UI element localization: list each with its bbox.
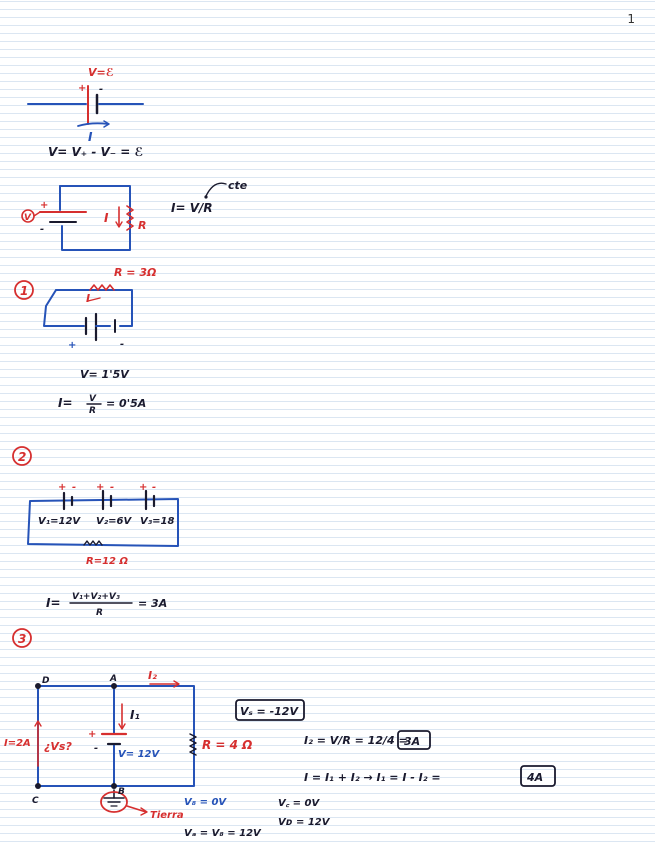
- i2-result: 3A: [404, 735, 421, 748]
- vd-value: Vᴅ = 12V: [278, 817, 330, 828]
- va-value: Vₐ = V₈ = 12V: [184, 828, 261, 839]
- current-label: I: [88, 130, 93, 144]
- problem1-eq-result: = 0'5A: [106, 397, 147, 410]
- load-resistance: R = 4 Ω: [202, 738, 253, 752]
- problem3-circuit: [13, 629, 555, 815]
- i1-result: 4A: [527, 771, 544, 784]
- vs-question: ¿Vs?: [44, 740, 72, 753]
- resistor-label: R: [138, 219, 147, 232]
- node-b: B: [118, 787, 125, 797]
- problem1-eq-den: R: [89, 406, 96, 416]
- i2-equation: I₂ = V/R = 12/4 =: [304, 734, 408, 747]
- voltmeter-circuit: [22, 183, 226, 250]
- problem2-number: 2: [18, 450, 27, 464]
- vc-value: V꜀ = 0V: [278, 798, 320, 809]
- plus-sign: +: [139, 482, 148, 493]
- vb-value: V₈ = 0V: [184, 797, 227, 808]
- minus-sign: -: [40, 224, 45, 235]
- node-d: D: [42, 676, 50, 686]
- emf-equation: V= V₊ - V₋ = ℰ: [48, 145, 144, 159]
- minus-sign: -: [99, 84, 104, 95]
- problem1-eq-left: I=: [58, 396, 73, 410]
- plus-sign: +: [68, 340, 77, 351]
- problem2-eq-den: R: [96, 608, 103, 618]
- constant-label: cte: [228, 179, 248, 192]
- minus-sign: -: [120, 339, 125, 350]
- problem1-current: I: [86, 292, 91, 305]
- ohm-law: I= V/R: [171, 201, 213, 215]
- vs-result: Vₛ = -12V: [240, 705, 298, 718]
- node-c: C: [32, 796, 39, 806]
- problem1-number: 1: [20, 284, 29, 298]
- page-number: 1: [627, 12, 635, 26]
- voltmeter-symbol: V: [24, 213, 31, 223]
- i-equation: I = I₁ + I₂ → I₁ = I - I₂ =: [304, 771, 441, 784]
- minus-sign: -: [110, 482, 115, 493]
- problem2-v1: V₁=12V: [38, 516, 81, 527]
- plus-sign: +: [88, 729, 97, 740]
- source-voltage: V= 12V: [118, 749, 160, 760]
- plus-sign: +: [40, 200, 49, 211]
- current-i1: I₁: [130, 708, 140, 722]
- problem2-eq-result: = 3A: [138, 597, 168, 610]
- plus-sign: +: [58, 482, 67, 493]
- problem2-v2: V₂=6V: [96, 516, 132, 527]
- total-current: I=2A: [4, 738, 31, 749]
- minus-sign: -: [94, 743, 99, 754]
- plus-sign: +: [78, 83, 87, 94]
- problem2-eq-left: I=: [46, 596, 61, 610]
- problem1-resistance: R = 3Ω: [114, 266, 157, 279]
- current-label: I: [104, 211, 109, 225]
- problem3-number: 3: [18, 632, 27, 646]
- problem1-voltage: V= 1'5V: [80, 368, 129, 381]
- problem1-eq-num: V: [89, 394, 96, 404]
- current-i2: I₂: [148, 669, 157, 682]
- problem2-resistance: R=12 Ω: [86, 556, 128, 567]
- problem2-eq-num: V₁+V₂+V₃: [72, 592, 120, 602]
- node-a: A: [110, 674, 117, 684]
- problem2-v3: V₃=18: [140, 516, 175, 527]
- plus-sign: +: [96, 482, 105, 493]
- minus-sign: -: [152, 482, 157, 493]
- minus-sign: -: [72, 482, 77, 493]
- ground-label: Tierra: [150, 810, 184, 821]
- source-label: V=ℰ: [88, 66, 114, 79]
